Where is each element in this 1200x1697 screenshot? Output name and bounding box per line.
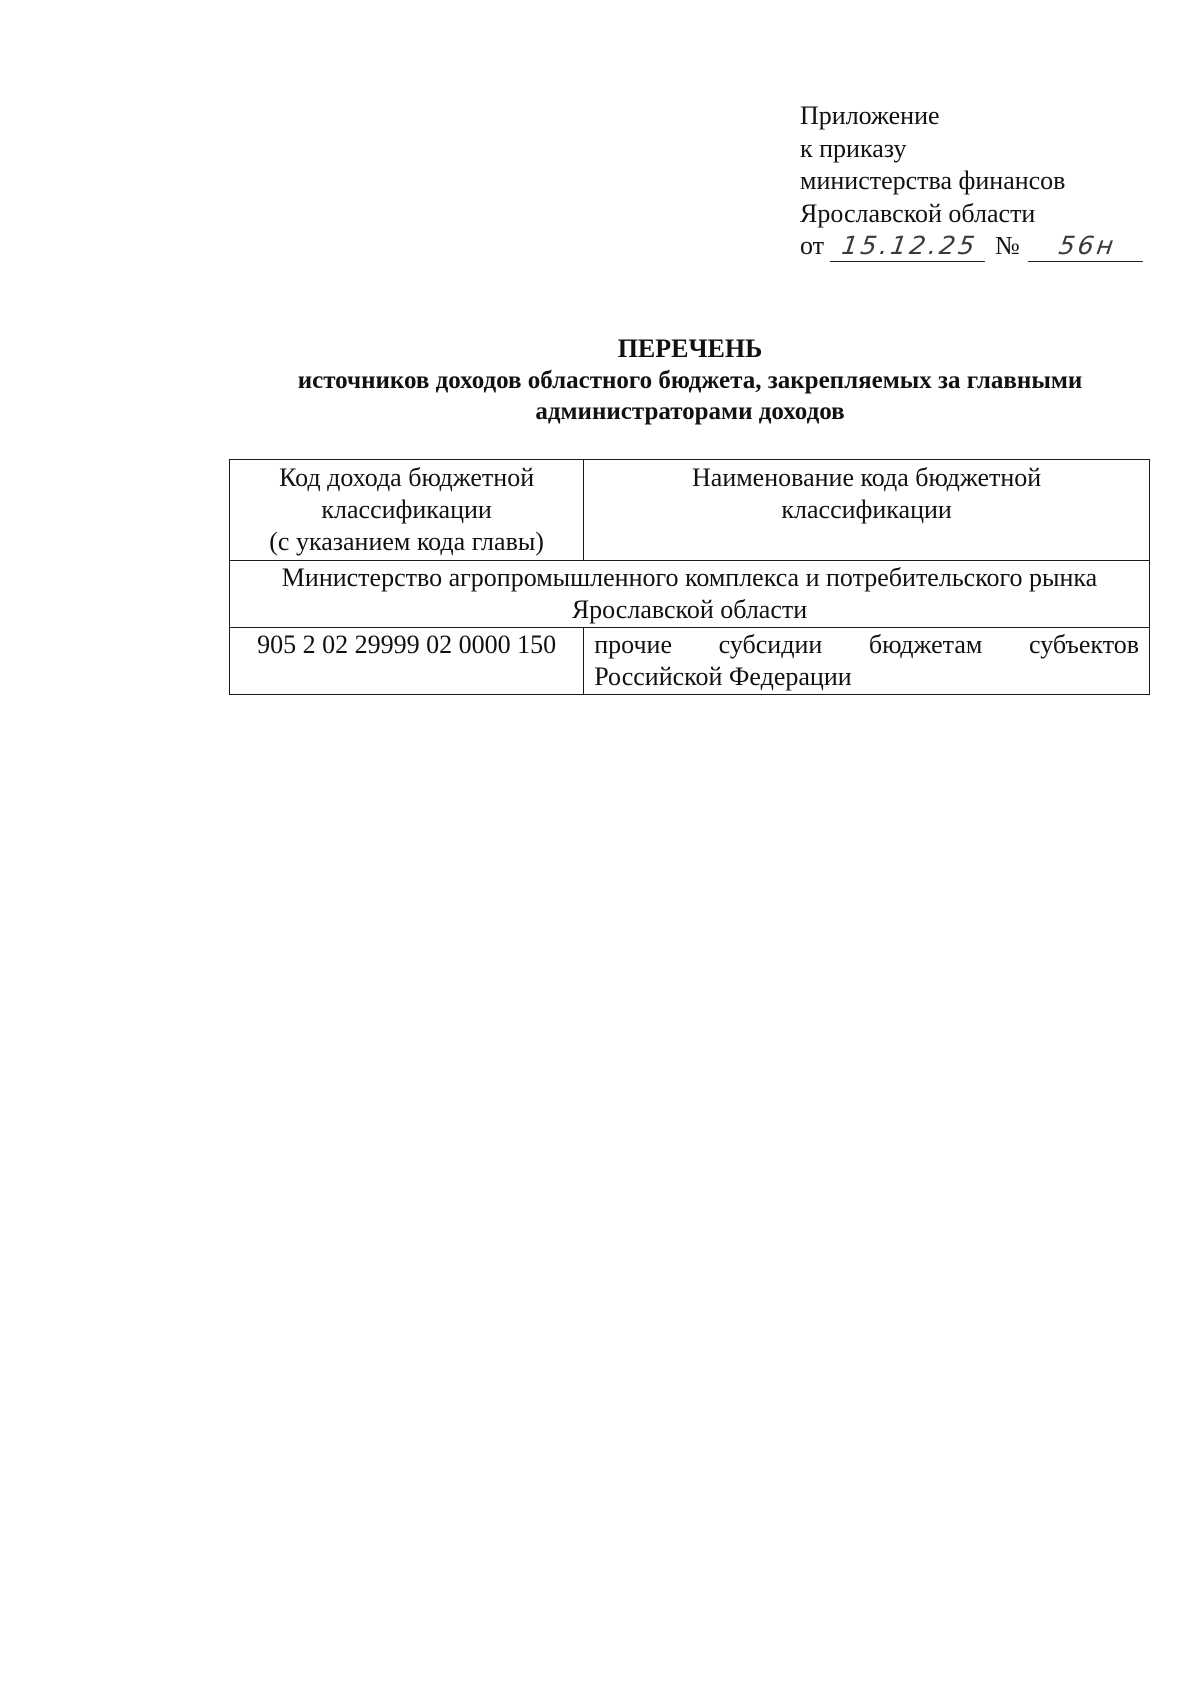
income-name-cell bbox=[584, 628, 1150, 695]
header-name-cell bbox=[584, 460, 1150, 561]
income-code-cell bbox=[230, 628, 584, 695]
header-code-label: Код дохода бюджетной классификации (с указанием кода главы) bbox=[269, 463, 544, 556]
title-heading: ПЕРЕЧЕНЬ bbox=[617, 334, 763, 363]
table-group-row bbox=[230, 561, 1150, 628]
income-sources-table bbox=[229, 459, 1150, 695]
appendix-label: Приложение bbox=[800, 101, 940, 130]
header-name-label: Наименование кода бюджетной классификации bbox=[692, 463, 1042, 524]
table-row bbox=[230, 628, 1150, 695]
appendix-order-reference: к приказу bbox=[800, 133, 907, 163]
date-prefix: от bbox=[800, 231, 825, 260]
header-code-cell bbox=[230, 460, 584, 561]
income-code: 905 2 02 29999 02 0000 150 bbox=[257, 630, 557, 659]
title-subtitle-line1: источников доходов областного бюджета, закрепляемых за главными bbox=[297, 366, 1083, 394]
appendix-date-number-row bbox=[800, 230, 1150, 263]
income-name: прочие субсидии бюджетам субъектов Российской Федерации bbox=[594, 630, 1139, 691]
appendix-ministry: министерства финансов bbox=[800, 166, 1066, 195]
appendix-block bbox=[800, 100, 1150, 263]
table-header-row bbox=[230, 460, 1150, 561]
title-subtitle-line2: администраторами доходов bbox=[535, 398, 845, 425]
group-title-cell bbox=[230, 561, 1150, 628]
group-title: Министерство агропромышленного комплекса и потребительского рынка Ярославской области bbox=[281, 563, 1098, 624]
handwritten-order-number: 56н bbox=[1028, 231, 1147, 262]
number-sign: № bbox=[995, 231, 1020, 260]
document-title bbox=[230, 333, 1150, 428]
handwritten-date: 15.12.25 bbox=[830, 231, 989, 262]
appendix-region: Ярославской области bbox=[800, 198, 1036, 228]
